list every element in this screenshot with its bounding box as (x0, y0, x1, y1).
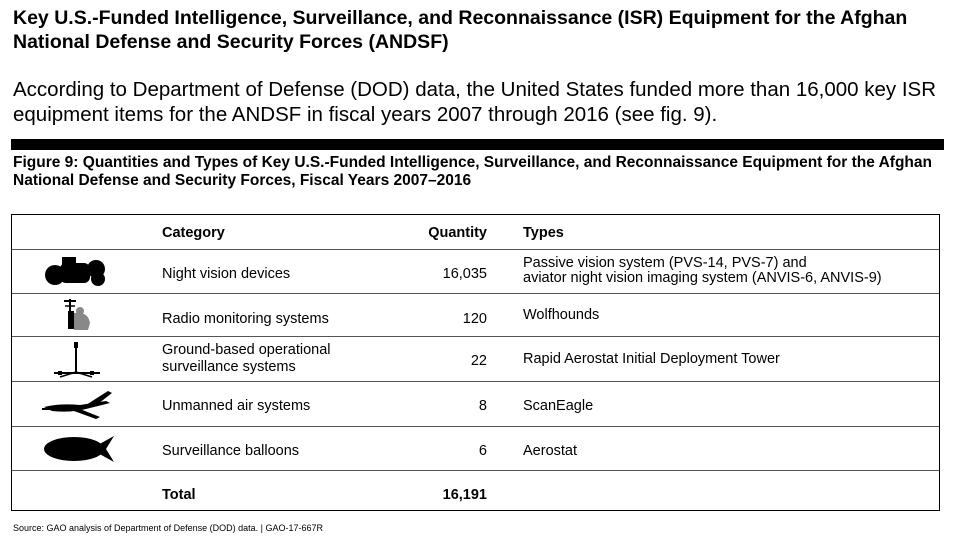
row-quantity: 22 (470, 353, 487, 369)
table-header-row (12, 215, 939, 250)
table-row (12, 249, 939, 294)
row-types-line2: aviator night vision imaging system (ANVIS-6, ANVIS-9) (523, 270, 882, 286)
row-quantity: 8 (478, 398, 487, 414)
header-quantity: Quantity (428, 225, 487, 241)
header-category: Category (162, 225, 225, 241)
header-types: Types (523, 225, 564, 241)
row-quantity: 6 (478, 443, 487, 459)
total-label: Total (162, 487, 196, 503)
row-types-line1: Aerostat (523, 443, 577, 459)
balloon-icon (40, 434, 116, 464)
row-category: Radio monitoring systems (162, 311, 329, 327)
row-category-line1: Ground-based operational (162, 342, 331, 358)
table-row (12, 381, 939, 427)
row-types-line1: Wolfhounds (523, 307, 600, 323)
table-row (12, 426, 939, 471)
section-heading: Key U.S.-Funded Intelligence, Surveillance, and Reconnaissance (ISR) Equipment for the Afghan National Defense and Security Forces (ANDSF) (13, 7, 908, 53)
total-quantity: 16,191 (442, 487, 487, 503)
intro-paragraph: According to Department of Defense (DOD) data, the United States funded more than 16,000 key ISR equipment items for the ANDSF in fiscal years 2007 through 2016 (see fig. 9). (13, 78, 937, 126)
row-types-line1: Rapid Aerostat Initial Deployment Tower (523, 351, 780, 367)
table-row (12, 336, 939, 382)
row-category-line2: surveillance systems (162, 359, 296, 375)
source-note: Source: GAO analysis of Department of Defense (DOD) data. | GAO-17-667R (13, 523, 323, 533)
row-quantity: 120 (462, 311, 487, 327)
row-types-line1: ScanEagle (523, 398, 594, 414)
equipment-table (11, 214, 940, 511)
row-category: Unmanned air systems (162, 398, 311, 414)
aerostat-tower-icon (40, 340, 116, 378)
divider-rule (11, 139, 944, 150)
radio-monitor-icon (40, 297, 116, 333)
row-types-line1: Passive vision system (PVS-14, PVS-7) and (523, 255, 807, 271)
figure-title: Figure 9: Quantities and Types of Key U.S.-Funded Intelligence, Surveillance, and Reconnaissance Equipment for the Afghan National Defense and Security Forces, Fiscal Years 2007–2016 (13, 154, 932, 189)
table-total-row (12, 470, 939, 510)
night-vision-icon (40, 255, 116, 289)
uav-icon (40, 389, 116, 419)
row-category: Night vision devices (162, 266, 291, 282)
table-row (12, 293, 939, 337)
row-category: Surveillance balloons (162, 443, 300, 459)
row-quantity: 16,035 (442, 266, 487, 282)
